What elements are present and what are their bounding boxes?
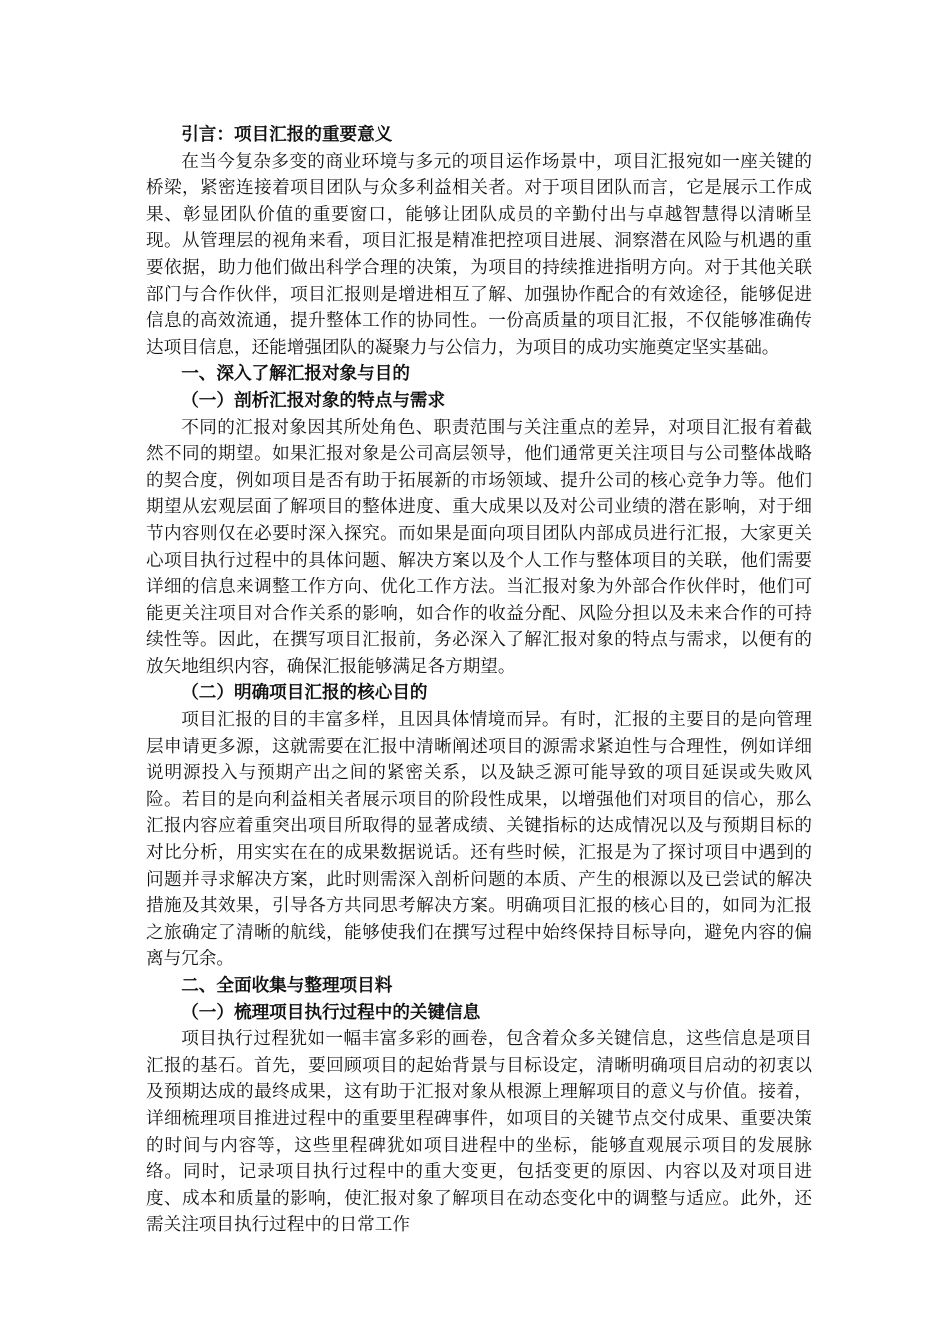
intro-heading: 引言：项目汇报的重要意义 <box>181 124 393 145</box>
section1-sub2-paragraph: 项目汇报的目的丰富多样，且因具体情境而异。有时，汇报的主要目的是向管理层申请更多源，这就需要在汇报中清晰阐述项目的源需求紧迫性与合理性，例如详细说明源投入与预期产出之间的紧密关系，以及缺乏源可能导致的项目延误或失败风险。若目的是向利益相关者展示项目的阶段性成果，以增强他们对项目的信心，那么汇报内容应着重突出项目所取得的显著成绩、关键指标的达成情况以及与预期目标的对比分析，用实实在在的成果数据说话。还有些时候，汇报是为了探讨项目中遇到的问题并寻求解决方案，此时则需深入剖析问题的本质、产生的根源以及已尝试的解决措施及其效果，引导各方共同思考解决方案。明确项目汇报的核心目的，如同为汇报之旅确定了清晰的航线，能够使我们在撰写过程中始终保持目标导向，避免内容的偏离与冗余。 <box>146 710 812 970</box>
intro-paragraph: 在当今复杂多变的商业环境与多元的项目运作场景中，项目汇报宛如一座关键的桥梁，紧密连接着项目团队与众多利益相关者。对于项目团队而言，它是展示工作成果、彰显团队价值的重要窗口，能够让团队成员的辛勤付出与卓越智慧得以清晰呈现。从管理层的视角来看，项目汇报是精准把控项目进展、洞察潜在风险与机遇的重要依据，助力他们做出科学合理的决策，为项目的持续推进指明方向。对于其他关联部门与合作伙伴，项目汇报则是增进相互了解、加强协作配合的有效途径，能够促进信息的高效流通，提升整体工作的协同性。一份高质量的项目汇报，不仅能够准确传达项目信息，还能增强团队的凝聚力与公信力，为项目的成功实施奠定坚实基础。 <box>146 151 812 358</box>
section2-heading: 二、全面收集与整理项目料 <box>181 975 393 996</box>
section1-sub2-heading: （二）明确项目汇报的核心目的 <box>181 682 428 704</box>
section1-sub1-heading: （一）剖析汇报对象的特点与需求 <box>181 389 446 411</box>
section1-heading: 一、深入了解汇报对象与目的 <box>181 363 410 385</box>
section1-sub1-paragraph: 不同的汇报对象因其所处角色、职责范围与关注重点的差异，对项目汇报有着截然不同的期望。如果汇报对象是公司高层领导，他们通常更关注项目与公司整体战略的契合度，例如项目是否有助于拓展新的市场领域、提升公司的核心竞争力等。他们期望从宏观层面了解项目的整体进度、重大成果以及对公司业绩的潜在影响，对于细节内容则仅在必要时深入探究。而如果是面向项目团队内部成员进行汇报，大家更关心项目执行过程中的具体问题、解决方案以及个人工作与整体项目的关联，他们需要详细的信息来调整工作方向、优化工作方法。当汇报对象为外部合作伙伴时，他们可能更关注项目对合作关系的影响，如合作的收益分配、风险分担以及未来合作的可持续性等。因此，在撰写项目汇报前，务必深入了解汇报对象的特点与需求，以便有的放矢地组织内容，确保汇报能够满足各方期望。 <box>146 417 812 677</box>
section2-sub1-heading: （一）梳理项目执行过程中的关键信息 <box>181 1001 481 1023</box>
section2-sub1-paragraph: 项目执行过程犹如一幅丰富多彩的画卷，包含着众多关键信息，这些信息是项目汇报的基石。首先，要回顾项目的起始背景与目标设定，清晰明确项目启动的初衷以及预期达成的最终成果，这有助于汇报对象从根源上理解项目的意义与价值。接着，详细梳理项目推进过程中的重要里程碑事件，如项目的关键节点交付成果、重要决策的时间与内容等，这些里程碑犹如项目进程中的坐标，能够直观展示项目的发展脉络。同时，记录项目执行过程中的重大变更，包括变更的原因、内容以及对项目进度、成本和质量的影响，使汇报对象了解项目在动态变化中的调整与适应。此外，还需关注项目执行过程中的日常工作 <box>146 1029 812 1236</box>
document-page <box>146 122 812 1239</box>
